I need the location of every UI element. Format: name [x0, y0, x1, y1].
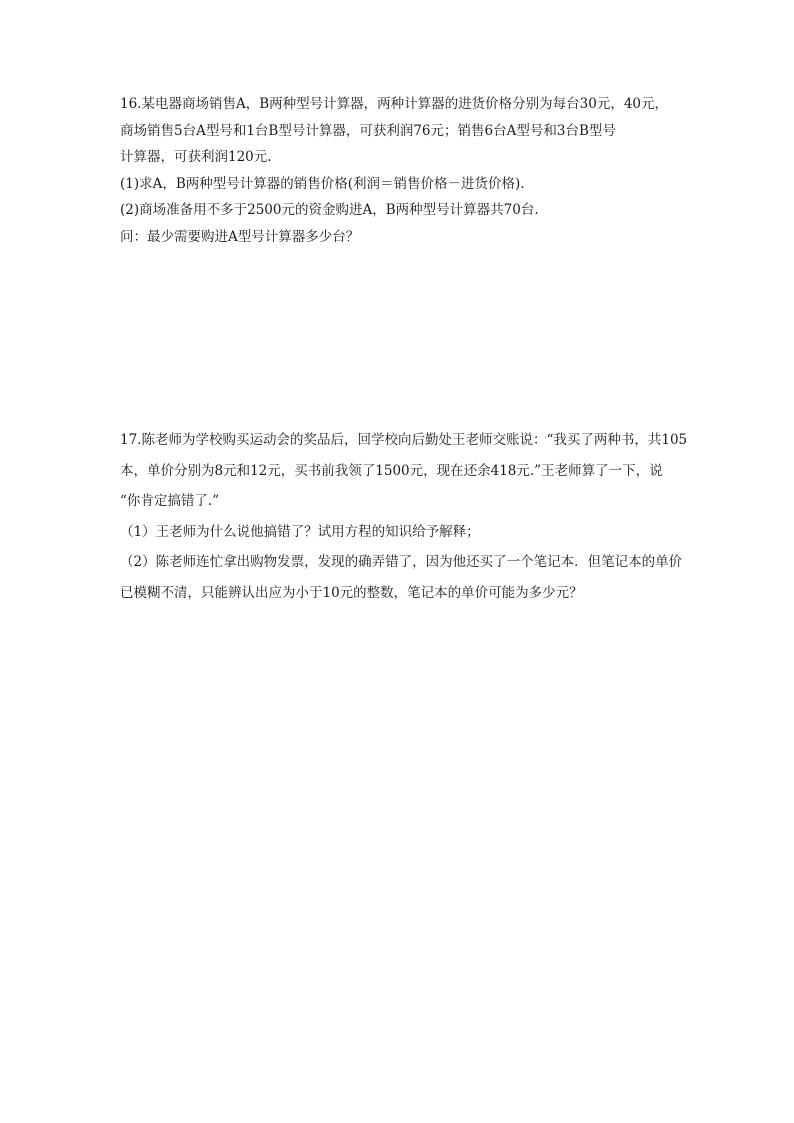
question-16-ask: 问：最少需要购进A型号计算器多少台？ — [120, 228, 360, 245]
question-16-part-1: (1)求A，B两种型号计算器的销售价格(利润＝销售价格－进货价格). — [120, 175, 525, 192]
question-16-line-2: 商场销售5台A型号和1台B型号计算器，可获利润76元；销售6台A型号和3台B型号 — [120, 122, 616, 139]
question-17-line-3: “你肯定搞错了.” — [120, 493, 220, 509]
question-17-part-1: （1）王老师为什么说他搞错了？试用方程的知识给予解释； — [120, 523, 480, 540]
question-17 — [120, 425, 690, 608]
question-16 — [120, 91, 690, 250]
question-17-line-2: 本，单价分别为8元和12元，买书前我领了1500元，现在还余418元.”王老师算了一下，说 — [120, 462, 663, 479]
question-16-line-1: 16.某电器商场销售A，B两种型号计算器，两种计算器的进货价格分别为每台30元，40元， — [120, 96, 668, 112]
question-16-line-3: 计算器，可获利润120元. — [120, 149, 272, 165]
question-17-part-2-line-1: （2）陈老师连忙拿出购物发票，发现的确弄错了，因为他还买了一个笔记本．但笔记本的单价 — [120, 554, 683, 570]
question-16-part-2: (2)商场准备用不多于2500元的资金购进A，B两种型号计算器共70台. — [120, 202, 539, 218]
question-17-part-2-line-2: 已模糊不清，只能辨认出应为小于10元的整数，笔记本的单价可能为多少元？ — [120, 584, 583, 601]
question-17-line-1: 17.陈老师为学校购买运动会的奖品后，回学校向后勤处王老师交账说：“我买了两种书，共105 — [120, 432, 688, 448]
